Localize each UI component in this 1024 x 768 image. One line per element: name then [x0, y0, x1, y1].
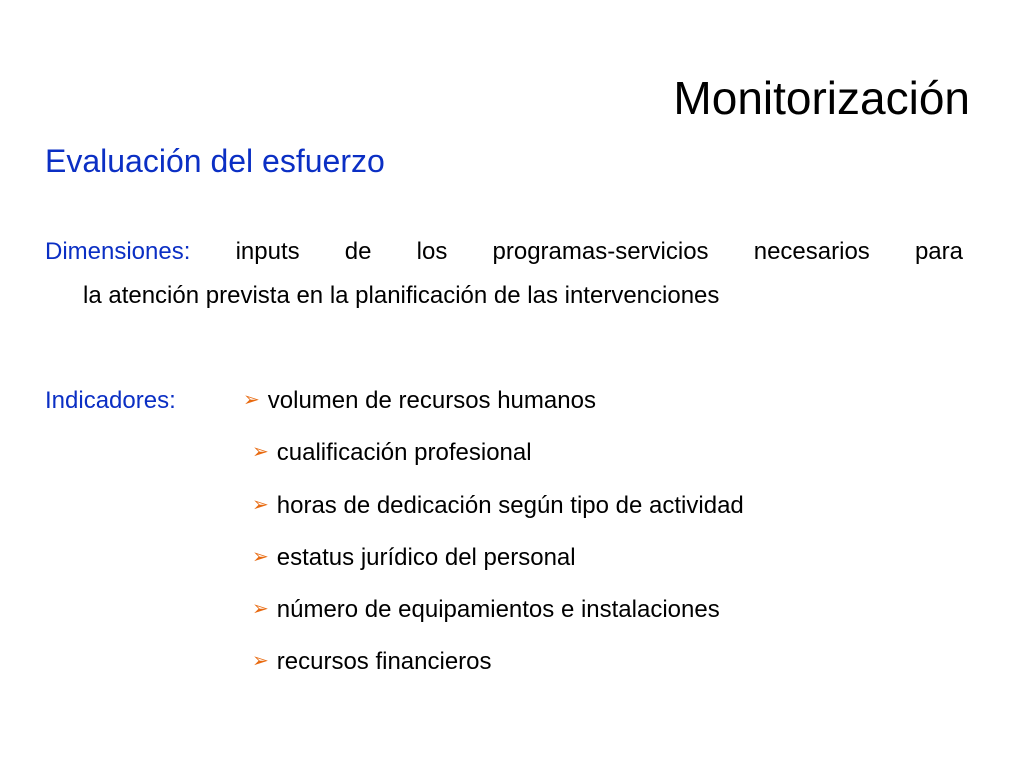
arrow-bullet-icon: ➢	[252, 441, 269, 463]
indicator-item	[252, 590, 720, 631]
indicator-item	[252, 538, 576, 579]
dimensions-label: Dimensiones:	[45, 238, 191, 265]
indicator-text: cualificación profesional	[276, 439, 532, 466]
dimensions-text-2: la atención prevista en la planificación de las intervenciones	[83, 282, 720, 309]
arrow-bullet-icon: ➢	[243, 389, 260, 411]
indicator-item	[252, 433, 532, 474]
dimensions-paragraph	[45, 230, 963, 318]
arrow-bullet-icon: ➢	[252, 598, 269, 620]
indicator-item	[252, 486, 744, 527]
indicator-text: horas de dedicación según tipo de actividad	[276, 492, 744, 519]
dimensions-line-1	[45, 230, 963, 274]
indicator-item	[252, 642, 492, 683]
indicator-item	[243, 381, 596, 422]
arrow-bullet-icon: ➢	[252, 494, 269, 516]
indicator-text: estatus jurídico del personal	[276, 544, 576, 571]
indicator-text: recursos financieros	[276, 648, 492, 675]
slide-title: Monitorización	[673, 72, 970, 124]
indicators-label: Indicadores:	[45, 387, 176, 414]
dimensions-text-1: inputs de los programas-servicios necesarios para	[235, 238, 963, 265]
indicator-text: volumen de recursos humanos	[267, 387, 596, 414]
arrow-bullet-icon: ➢	[252, 546, 269, 568]
arrow-bullet-icon: ➢	[252, 650, 269, 672]
slide-subtitle: Evaluación del esfuerzo	[45, 143, 385, 179]
indicator-text: número de equipamientos e instalaciones	[276, 596, 720, 623]
